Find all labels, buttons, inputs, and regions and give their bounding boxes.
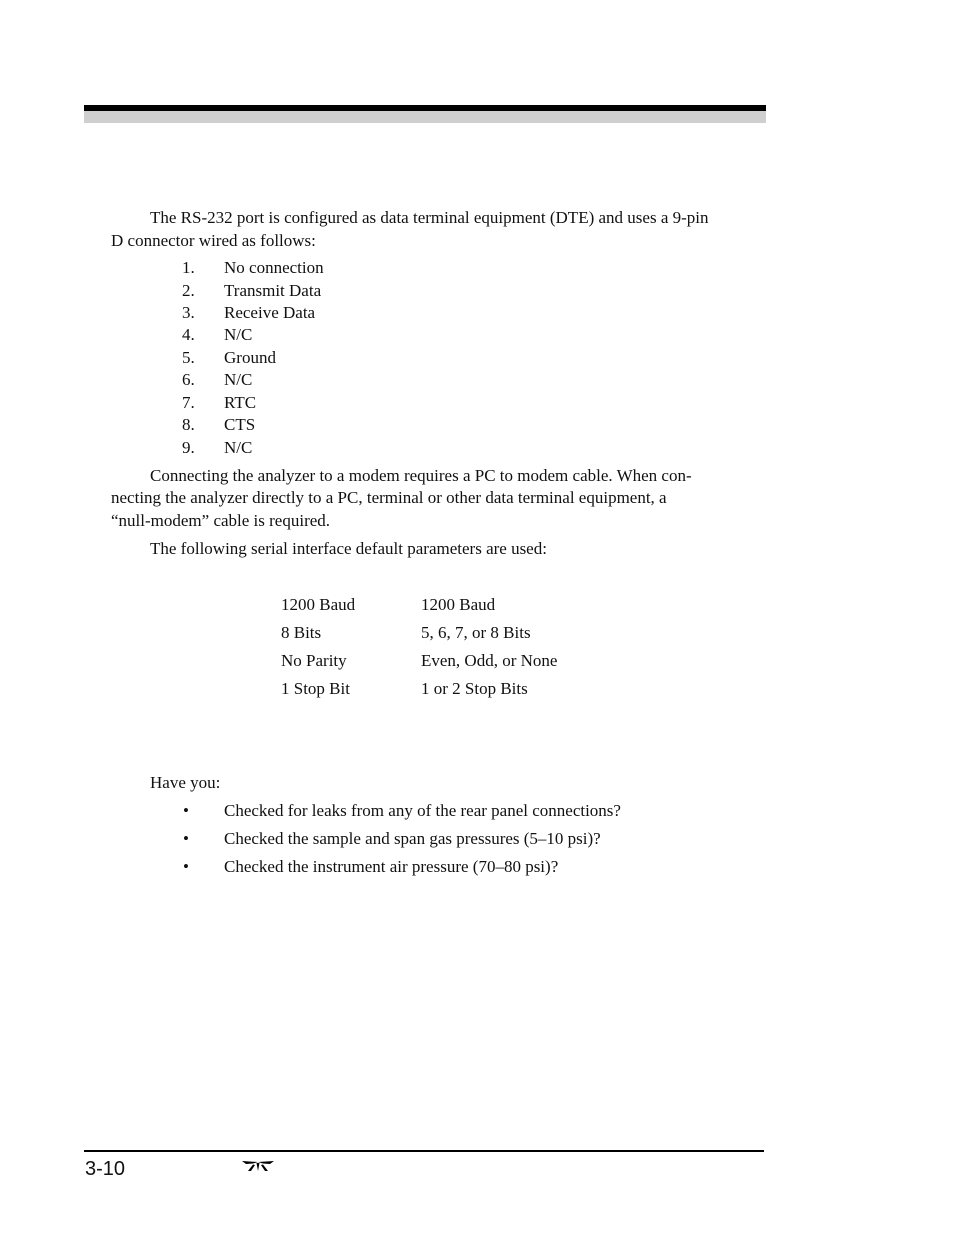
- pin-number: 5.: [182, 348, 195, 367]
- checklist-intro: Have you:: [150, 773, 221, 792]
- parameter-default: 8 Bits: [281, 623, 322, 642]
- modem-line-2: necting the analyzer directly to a PC, terminal or other data terminal equipment, a: [111, 488, 667, 507]
- pin-number: 8.: [182, 415, 195, 434]
- pin-number: 4.: [182, 325, 195, 344]
- bullet-marker: •: [183, 829, 189, 848]
- header-rule-grey: [84, 111, 766, 123]
- pin-number: 2.: [182, 281, 195, 300]
- checklist-item: Checked the sample and span gas pressures (5–10 psi)?: [224, 829, 601, 848]
- pin-number: 3.: [182, 303, 195, 322]
- pin-label: Ground: [224, 348, 276, 367]
- pin-number: 9.: [182, 438, 195, 457]
- parameter-default: 1 Stop Bit: [281, 679, 350, 698]
- checklist-item: Checked for leaks from any of the rear panel connections?: [224, 801, 621, 820]
- intro-line-2: D connector wired as follows:: [111, 231, 316, 250]
- defaults-intro: The following serial interface default parameters are used:: [150, 539, 547, 558]
- parameter-default: 1200 Baud: [281, 595, 356, 614]
- pin-label: Receive Data: [224, 303, 316, 322]
- pin-label: N/C: [224, 370, 253, 389]
- page-number: 3-10: [85, 1158, 126, 1180]
- parameter-default: No Parity: [281, 651, 347, 670]
- pin-number: 7.: [182, 393, 195, 412]
- modem-line-1: Connecting the analyzer to a modem requires a PC to modem cable. When con-: [150, 466, 692, 485]
- intro-line-1: The RS-232 port is configured as data terminal equipment (DTE) and uses a 9-pin: [150, 208, 709, 227]
- pin-label: CTS: [224, 415, 256, 434]
- pin-number: 1.: [182, 258, 195, 277]
- checklist-item: Checked the instrument air pressure (70–80 psi)?: [224, 857, 559, 876]
- bullet-marker: •: [183, 857, 189, 876]
- pin-label: N/C: [224, 325, 253, 344]
- parameter-options: 1200 Baud: [421, 595, 496, 614]
- pin-label: RTC: [224, 393, 257, 412]
- parameter-options: 1 or 2 Stop Bits: [421, 679, 528, 698]
- pin-label: No connection: [224, 258, 324, 277]
- teledyne-logo-icon: [240, 1158, 276, 1172]
- pin-label: N/C: [224, 438, 253, 457]
- pin-number: 6.: [182, 370, 195, 389]
- modem-line-3: “null-modem” cable is required.: [111, 511, 331, 530]
- parameter-options: Even, Odd, or None: [421, 651, 558, 670]
- footer-rule: [84, 1150, 764, 1152]
- pin-label: Transmit Data: [224, 281, 322, 300]
- bullet-marker: •: [183, 801, 189, 820]
- parameter-options: 5, 6, 7, or 8 Bits: [421, 623, 531, 642]
